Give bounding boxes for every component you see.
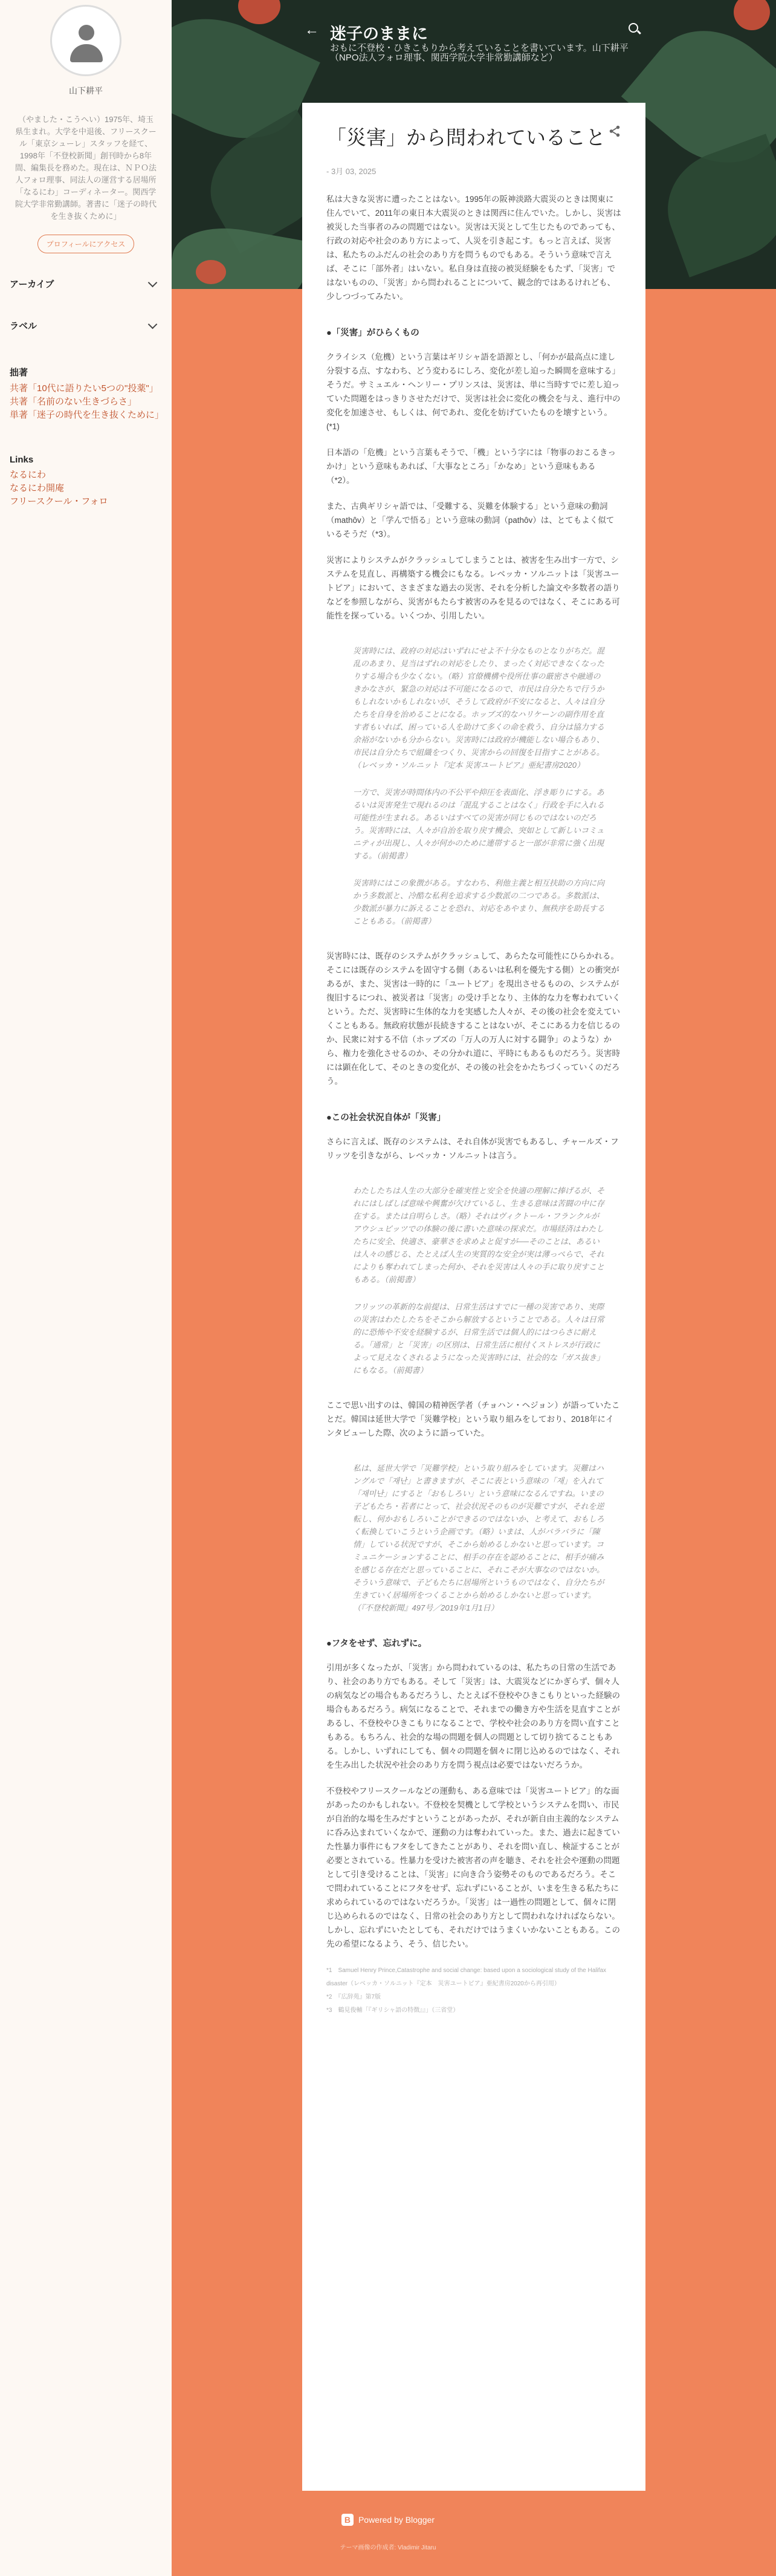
archive-toggle[interactable] [10, 277, 162, 290]
section-heading: ●フタをせず、忘れずに。 [326, 1639, 427, 1649]
avatar[interactable] [50, 5, 121, 76]
link-item[interactable]: なるにわ開庵 [10, 483, 65, 493]
blog-description: おもに不登校・ひきこもりから考えていることを書いています。山下耕平（NPO法人フォロ理事、関西学院大学非常勤講師など） [330, 43, 629, 63]
back-arrow-icon[interactable]: ← [305, 22, 319, 38]
paragraph: 引用が多くなったが、「災害」から問われているのは、私たちの日常の生活であり、社会のあり方でもある。そして「災害」は、大震災などにかぎらず、個々人の病気などの場合もあるだろうし、たとえば不登校やひきこもりといった経験の場合もあるだろう。病気になることで、それまでの働き方や生活を見直すことがあるし、不登校やひきこもりになることで、学校や社会のあり方を問い直すこともある。もちろん、社会的な場の問題を個人の問題として切り捨てることもある。しかし、いずれにしても、個々の問題を個々に閉じ込めるのではなく、それを生み出した状況や社会のあり方を問う視点は必要ではないだろうか。 [326, 1663, 620, 1770]
chevron-down-icon [148, 320, 158, 329]
footnote: *1 Samuel Henry Prince,Catastrophe and social change: based upon a sociological study of the Halifax disaster（レベッカ・ソルニット『定本 災害ユートピア』亜紀書房2020から再引用） [326, 1967, 607, 1987]
link-item[interactable]: なるにわ [10, 470, 47, 480]
paragraph: 日本語の「危機」という言葉もそうで、「機」という字には「物事のおこるきっかけ」という意味もあれば、「大事なところ」「かなめ」という意味もある（*2）。 [326, 448, 616, 485]
quote-paragraph: 災害時には、政府の対応はいずれにせよ不十分なものとなりがちだ。混乱のあまり、見当はずれの対応をしたり、まったく対応できなくなったりする場合も少なくない。（略）官僚機構や役所仕事の厳密さや融通のきかなさが、緊急の対応は不可能になるので、市民は自分たちで行うかもしれないかもしれないが、そうして政府が不安になると、人々は自分たちを自身を治めることになる。ホッブズ的なハリケーンの副作用を直す者もいれば、困っている人を助けて多くの命を救う、自分は協力する余裕がないかも分からない。災害時には政府が機能しない場合もあり、市民は自分たちで組織をつくり、災害からの回復を目指すことがある。（レベッカ・ソルニット『定本 災害ユートピア』亜紀書房2020） [353, 646, 605, 770]
quote-block [353, 1462, 606, 1614]
blog-title[interactable]: 迷子のままに [330, 25, 428, 43]
top-bar [172, 17, 776, 63]
post-body [326, 192, 621, 2017]
labels-toggle[interactable] [10, 319, 162, 332]
quote-paragraph: 災害時にはこの象徴がある。すなわち、利他主義と相互扶助の方向に向かう多数派と、冷酷な私利を追求する少数派の二つである。多数派は、少数派が暴力に訴えることを恐れ、対応をあやまり、無秩序を助長することもある。（前掲書） [353, 878, 605, 926]
sidebar [0, 0, 172, 2576]
paragraph: さらに言えば、既存のシステムは、それ自体が災害でもあるし、チャールズ・フリッツを引きながら、レベッカ・ソルニットは言う。 [326, 1137, 619, 1160]
powered-label: Powered by Blogger [358, 2515, 435, 2525]
author-bio: （やました・こうへい）1975年、埼玉県生まれ。大学を中退後、フリースクール「東京シューレ」スタッフを経て、1998年「不登校新聞」創刊時から8年間、編集長を務めた。現在は、ＮＰＯ法人フォロ理事、同法人の運営する居場所「なるにわ」コーディネーター。関西学院大学非常勤講師。著書に「迷子の時代を生き抜くために」 [15, 115, 157, 221]
theme-credit: テーマ画像の作成者: Vladimir Jitaru [340, 2545, 436, 2551]
paragraph: 災害によりシステムがクラッシュしてしまうことは、被害を生み出す一方で、システムを見直し、再構築する機会にもなる。レベッカ・ソルニットは「災害ユートピア」において、さまざまな過去の災害、それを分析した論文や多数者の語りなどを参照しながら、災害がもたらす被害のみを見るのではなく、そこにある可能性を探っている。いくつか、引用したい。 [326, 556, 620, 620]
quote-block [353, 1184, 606, 1377]
paragraph: クライシス（危機）という言葉はギリシャ語を語源とし、「何かが最高点に達し分裂する点、すなわち、どう変わるにしろ、変化が差し迫った瞬間を意味する」そうだ。サミュエル・ヘンリー・プリンスは、災害は、単に当時すでに差し迫っていた問題をはっきりさせただけで、災害は社会に変化の機会を与え、進行中の変化を加速させ、もしくは、何であれ、変化を妨げていたものを壊すという。(*1) [326, 352, 621, 431]
section-heading: ●この社会状況自体が「災害」 [326, 1113, 446, 1123]
quote-paragraph: わたしたちは人生の大部分を確実性と安全を快適の理解に捧げるが、それにはしばしば意味や興奮が欠けているし、生きる意味は苦闘の中に存在する。または自明らしさ。（略）それはヴィクトール・フランクルがアウシュビッツでの体験の後に書いた意味の探求だ。市場経済はわたしたちに安全、快適さ、豪華さを求めよと促すが──そのことは、あるいは人々の感じる、たとえば人生の実質的な安全が実は薄っぺらで、それによりも奪われてしまった何か、それを災害は人々の手に取り戻すこともある。（前掲書） [353, 1186, 605, 1284]
link-item[interactable]: フリースクール・フォロ [10, 496, 108, 507]
section-heading: ●「災害」がひらくもの [326, 328, 419, 338]
post-card [302, 103, 645, 2491]
labels-label: ラベル [10, 321, 37, 331]
paragraph: ここで思い出すのは、韓国の精神医学者（チョハン・ヘジョン）が語っていたことだ。韓国は延世大学で「災難学校」という取り組みをしており、2018年にインタビューした際、次のように語っていた。 [326, 1401, 620, 1438]
paragraph: 不登校やフリースクールなどの運動も、ある意味では「災害ユートピア」的な面があったのかもしれない。不登校を契機として学校というシステムを問い、市民が自治的な場を生みだすということがあったが、それが新自由主義的なシステムに呑み込まれていくなかで、運動の力は奪われていった。また、過去に起きていた性暴力事件にもフタをしてきたことがあり、それを問い直し、検証することが必要とされている。性暴力を受けた被害者の声を聴き、それを社会や運動の問題として引き受けることは、「災害」に向き合う姿勢そのものであるだろう。そこで問われていることにフタをせず、忘れずにいることが、いまを生きる私たちに求められているのではないだろうか。「災害」は一過性の問題として、個々に閉じ込められるのではなく、日常の社会のあり方として問われなければならない。しかし、忘れずにいたとしても、それだけではうまくいかないこともある。この先の希望になるよう、そう、信じたい。 [326, 1786, 620, 1948]
paragraph: 私は大きな災害に遭ったことはない。1995年の阪神淡路大震災のときは関東に住んでいて、2011年の東日本大震災のときは関西に住んでいた。しかし、災害は被災した当事者のみの問題ではない。災害は天災として生じたものであっても、行政の対応や社会のあり方によって、人災を引き起こす。もっと言えば、災害は、私たちのふだんの社会のあり方を問うものでもある。そういう意味で言えば、そこに「部外者」はいない。私自身は直接の被災経験をもたず、「災害」ではないものの、「災害」から問われることについて、観念的ではあるけれども、少しつづってみたい。 [326, 195, 621, 301]
paragraph: また、古典ギリシャ語では、「受難する、災難を体験する」という意味の動詞（mathôv）と「学んで悟る」という意味の動詞（pathôv）は、とてもよく似ているそうだ（*3）。 [326, 502, 615, 539]
quote-paragraph: 一方で、災害が時間体内の不公平や抑圧を表面化、浮き彫りにする。あるいは災害発生で現れるのは「混乱することはなく」行政を手に入れる可能性が生まれる。あるいはすべての災害が同じものではないのだろう。災害時には、人々が自治を取り戻す機会、突如として新しいコミュニティが出現し、人々が何かのために連帯すると一部が非常に強く出現する。（前掲書） [353, 788, 605, 860]
archive-label: アーカイブ [10, 279, 54, 290]
links-list [10, 469, 162, 508]
footer [0, 2514, 776, 2526]
book-link[interactable]: 共著「名前のない生きづらさ」 [10, 397, 137, 407]
search-icon[interactable] [629, 23, 638, 33]
post-date: - 3月 03, 2025 [326, 167, 377, 176]
links-heading: Links [10, 455, 34, 465]
paragraph: 災害時には、既存のシステムがクラッシュして、あらたな可能性にひらかれる。そこには既存のシステムを固守する側（あるいは私利を優先する側）との衝突があるが、また、災害は一時的に「ユートピア」を現出させるものの、システムが復旧するにつれ、被災者は「災害」の受け手となり、主体的な力を奪われていくという。ただ、災害時に生体的な力を実感した人々が、その後の社会を変えていくこともある。無政府状態が長続きすることはないが、そこにある力を信じるのか、民衆に対する不信（ホッブズの「万人の万人に対する闘争」のような）から、権力を強化させるのか、その分かれ道に、平時にもあるものだろう。災害時には顕在化して、そのときの変化が、その後の社会をかたちづくっていくのだろう。 [326, 952, 621, 1086]
chevron-down-icon [148, 278, 158, 288]
quote-paragraph: フリッツの革新的な前提は、日常生活はすでに一種の災害であり、実際の災害はわたしたちをそこから解放するということである。人々は日常的に恐怖や不安を経験するが、日常生活では個人的にはつらさに耐える。「通常」と「災害」の区別は、日常生活に根付くストレスが行政によって見えなくされるようになった災害時には、社会的な「ガス抜き」にもなる。（前掲書） [353, 1302, 605, 1375]
footnotes [326, 1964, 621, 2017]
quote-block [353, 644, 606, 927]
person-icon [56, 10, 116, 71]
footnote: *2 『広辞苑』第7版 [326, 1994, 381, 2000]
footnote: *3 鶴見俊輔「『ギリシャ語の特徴』』」（三省堂） [326, 2007, 459, 2014]
profile-button[interactable]: プロフィールにアクセス [37, 235, 134, 253]
books-heading: 拙著 [10, 368, 28, 378]
blogger-icon: B [341, 2514, 354, 2526]
book-link[interactable]: 共著「10代に語りたい5つの"投薬"」 [10, 383, 158, 394]
post-title: 「災害」から問われていること [326, 126, 606, 149]
author-name[interactable]: 山下耕平 [69, 86, 103, 96]
share-icon[interactable] [608, 125, 621, 138]
quote-paragraph: 私は、延世大学で「災難学校」という取り組みをしています。災難はハングルで「재난」と書きますが、そこに表という意味の「재」を入れて「재미난」にすると「おもしろい」という意味になるんですね。いまの子どもたち・若者にとって、社会状況そのものが災難ですが、それを逆転し、何かおもしろいことができるのではないか、と考えて、おもしろく転換していこうという企画です。（略）いまは、人がバラバラに「陳情」している状況ですが、そこから始めるしかないと思っています。コミュニケーションすることに、相手の存在を認めることに、相手が痛みを感じる存在だと思っていることに、それこそが大事なのではないか。そういう意味で、子どもたちに居場所というものではなく、自分たちが生きていく居場所をつくることから始めるしかないと思っています。（『不登校新聞』497号／2019年1月1日） [353, 1464, 605, 1612]
book-link[interactable]: 単著「迷子の時代を生き抜くために」 [10, 410, 164, 420]
books-list [10, 382, 162, 422]
powered-by-blogger-link[interactable] [341, 2514, 435, 2526]
